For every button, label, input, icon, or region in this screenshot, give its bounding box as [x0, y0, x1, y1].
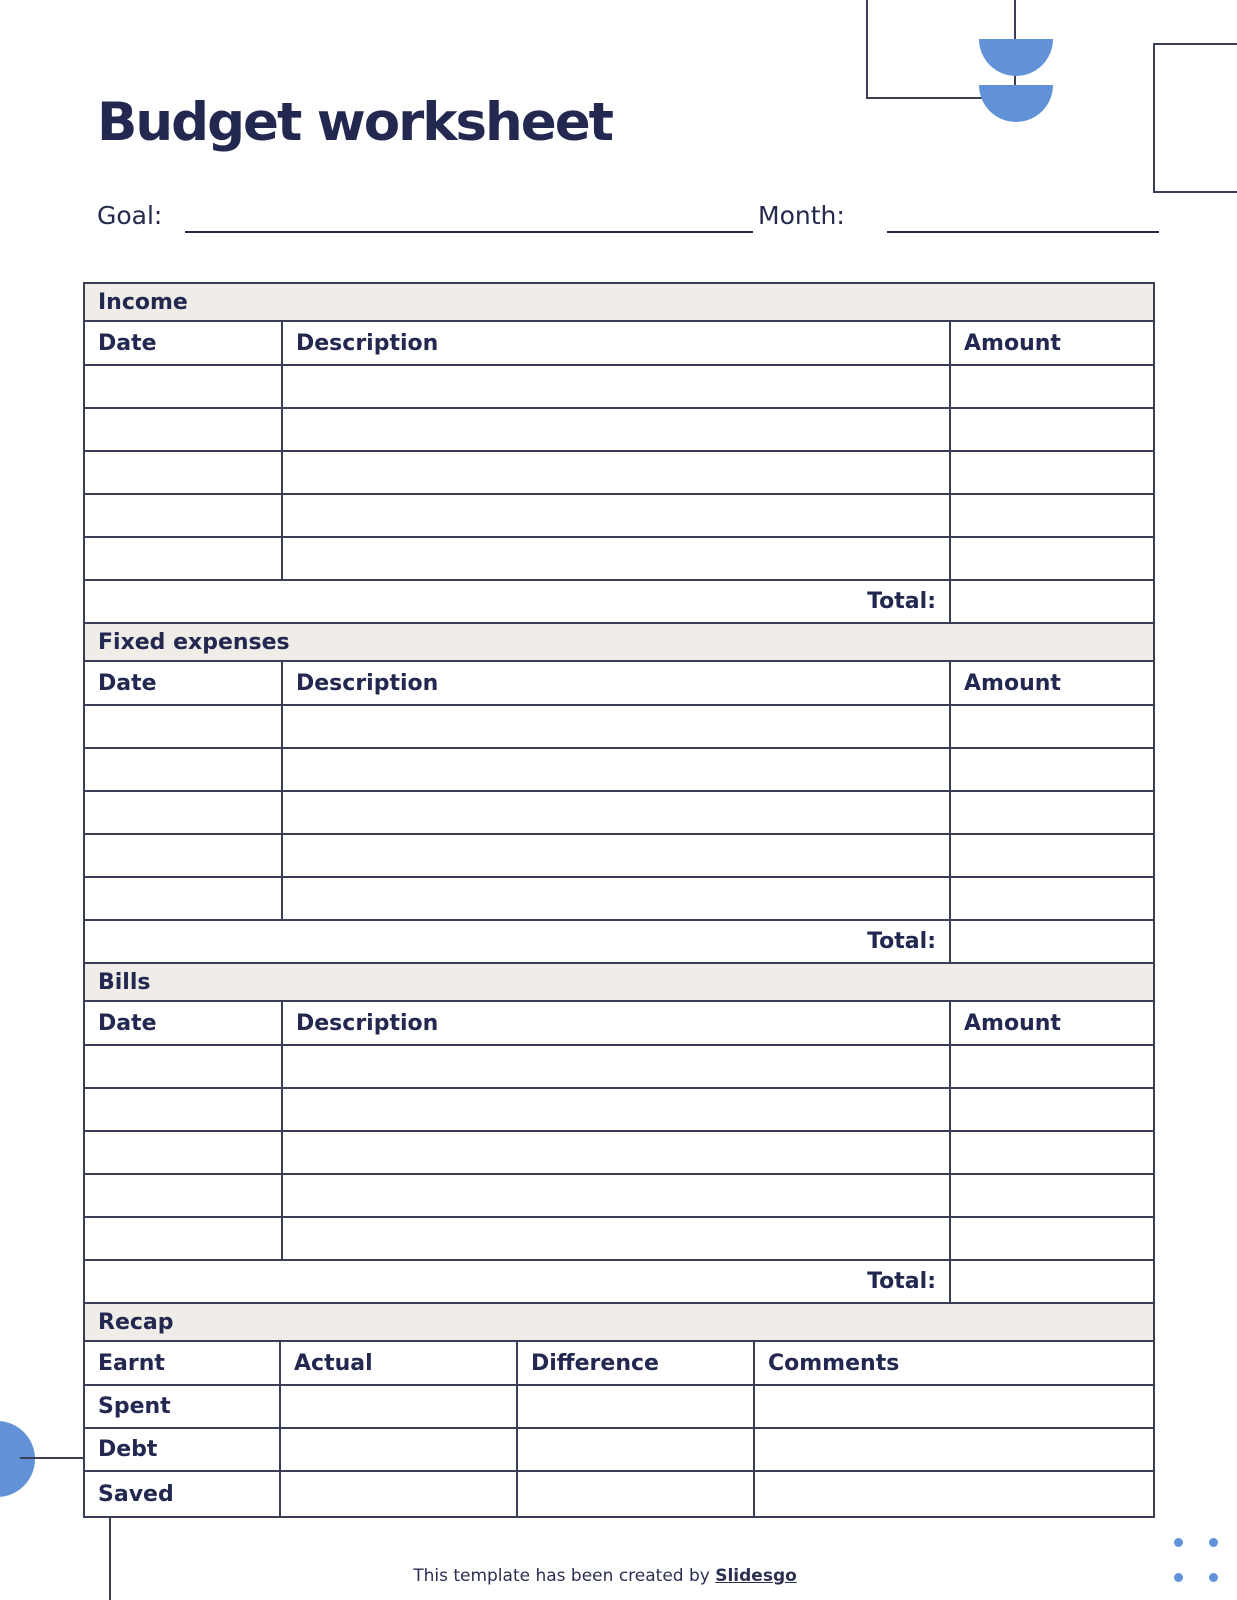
description-cell-empty — [283, 878, 951, 919]
table-row — [85, 706, 1153, 749]
column-header-description: Description — [283, 1002, 951, 1044]
amount-cell-empty — [951, 1218, 1153, 1259]
decor-dot — [1209, 1538, 1218, 1547]
table-row — [85, 835, 1153, 878]
column-header-date: Date — [85, 662, 283, 704]
total-row-fixed-expenses — [85, 921, 1153, 964]
total-amount-cell-empty — [951, 921, 1153, 962]
recap-column-header-row — [85, 1342, 1153, 1386]
date-cell-empty — [85, 366, 283, 407]
difference-cell-empty — [518, 1429, 755, 1470]
recap-row-label: Saved — [85, 1472, 281, 1516]
amount-cell-empty — [951, 878, 1153, 919]
date-cell-empty — [85, 452, 283, 493]
decor-semicircle-bottom — [979, 85, 1053, 122]
column-header-difference: Difference — [518, 1342, 755, 1384]
total-amount-cell-empty — [951, 1261, 1153, 1302]
decor-dot — [1174, 1538, 1183, 1547]
column-header-description: Description — [283, 662, 951, 704]
table-row — [85, 878, 1153, 921]
description-cell-empty — [283, 1089, 951, 1130]
amount-cell-empty — [951, 792, 1153, 833]
date-cell-empty — [85, 1218, 283, 1259]
actual-cell-empty — [281, 1429, 518, 1470]
date-cell-empty — [85, 409, 283, 450]
section-title: Recap — [98, 1309, 174, 1335]
column-header-date: Date — [85, 1002, 283, 1044]
description-cell-empty — [283, 706, 951, 747]
table-row — [85, 749, 1153, 792]
column-header-amount: Amount — [964, 330, 1061, 356]
table-row — [85, 1046, 1153, 1089]
amount-cell-empty — [951, 1089, 1153, 1130]
amount-cell-empty — [951, 1132, 1153, 1173]
recap-row-spent — [85, 1386, 1153, 1429]
total-label: Total: — [85, 1261, 951, 1302]
description-cell-empty — [283, 495, 951, 536]
description-cell-empty — [283, 1218, 951, 1259]
page-title: Budget worksheet — [97, 92, 613, 153]
table-row — [85, 1218, 1153, 1261]
section-title: Income — [98, 289, 188, 315]
comments-cell-empty — [755, 1386, 1153, 1427]
amount-cell-empty — [951, 1175, 1153, 1216]
table-row — [85, 538, 1153, 581]
date-cell-empty — [85, 1046, 283, 1087]
date-cell-empty — [85, 835, 283, 876]
table-row — [85, 366, 1153, 409]
amount-cell-empty — [951, 366, 1153, 407]
amount-cell-empty — [951, 835, 1153, 876]
decor-vertical-line — [109, 1518, 111, 1600]
footer-credit — [0, 1566, 1210, 1586]
date-cell-empty — [85, 792, 283, 833]
recap-row-label: Debt — [85, 1429, 281, 1470]
date-cell-empty — [85, 878, 283, 919]
comments-cell-empty — [755, 1472, 1153, 1516]
month-label: Month: — [758, 201, 845, 230]
table-row — [85, 452, 1153, 495]
section-header-recap — [85, 1304, 1153, 1342]
section-header-bills — [85, 964, 1153, 1002]
difference-cell-empty — [518, 1386, 755, 1427]
amount-cell-empty — [951, 749, 1153, 790]
column-header-amount: Amount — [964, 1010, 1061, 1036]
total-amount-cell-empty — [951, 581, 1153, 622]
table-row — [85, 409, 1153, 452]
actual-cell-empty — [281, 1386, 518, 1427]
description-cell-empty — [283, 538, 951, 579]
amount-cell-empty — [951, 538, 1153, 579]
column-header-row — [85, 662, 1153, 706]
decor-dot — [1209, 1573, 1218, 1582]
description-cell-empty — [283, 792, 951, 833]
description-cell-empty — [283, 409, 951, 450]
actual-cell-empty — [281, 1472, 518, 1516]
date-cell-empty — [85, 706, 283, 747]
decor-rectangle-outline-corner — [1153, 43, 1237, 193]
section-header-fixed-expenses — [85, 624, 1153, 662]
footer-credit-text: This template has been created by — [413, 1566, 716, 1586]
total-row-income — [85, 581, 1153, 624]
table-row — [85, 1089, 1153, 1132]
table-row — [85, 1175, 1153, 1218]
description-cell-empty — [283, 749, 951, 790]
column-header-amount: Amount — [964, 670, 1061, 696]
section-title: Bills — [98, 969, 151, 995]
description-cell-empty — [283, 366, 951, 407]
date-cell-empty — [85, 749, 283, 790]
amount-cell-empty — [951, 409, 1153, 450]
table-row — [85, 495, 1153, 538]
column-header-actual: Actual — [281, 1342, 518, 1384]
total-row-bills — [85, 1261, 1153, 1304]
decor-circle-left — [0, 1421, 35, 1497]
goal-label: Goal: — [97, 201, 163, 230]
table-row — [85, 1132, 1153, 1175]
amount-cell-empty — [951, 706, 1153, 747]
goal-blank-line — [185, 231, 753, 233]
description-cell-empty — [283, 1132, 951, 1173]
comments-cell-empty — [755, 1429, 1153, 1470]
table-row — [85, 792, 1153, 835]
total-label: Total: — [85, 581, 951, 622]
description-cell-empty — [283, 835, 951, 876]
date-cell-empty — [85, 1132, 283, 1173]
section-header-income — [85, 284, 1153, 322]
column-header-date: Date — [85, 322, 283, 364]
date-cell-empty — [85, 495, 283, 536]
month-blank-line — [887, 231, 1159, 233]
section-title: Fixed expenses — [98, 629, 290, 655]
date-cell-empty — [85, 538, 283, 579]
amount-cell-empty — [951, 452, 1153, 493]
column-header-earnt: Earnt — [85, 1342, 281, 1384]
slidesgo-link[interactable]: Slidesgo — [715, 1566, 797, 1586]
column-header-comments: Comments — [768, 1350, 900, 1376]
worksheet-table — [83, 282, 1155, 1518]
column-header-row — [85, 1002, 1153, 1046]
recap-row-saved — [85, 1472, 1153, 1516]
recap-row-label: Spent — [85, 1386, 281, 1427]
description-cell-empty — [283, 1046, 951, 1087]
difference-cell-empty — [518, 1472, 755, 1516]
recap-row-debt — [85, 1429, 1153, 1472]
description-cell-empty — [283, 452, 951, 493]
amount-cell-empty — [951, 495, 1153, 536]
total-label: Total: — [85, 921, 951, 962]
date-cell-empty — [85, 1089, 283, 1130]
amount-cell-empty — [951, 1046, 1153, 1087]
decor-connector-line — [20, 1457, 85, 1459]
column-header-description: Description — [283, 322, 951, 364]
column-header-row — [85, 322, 1153, 366]
date-cell-empty — [85, 1175, 283, 1216]
description-cell-empty — [283, 1175, 951, 1216]
